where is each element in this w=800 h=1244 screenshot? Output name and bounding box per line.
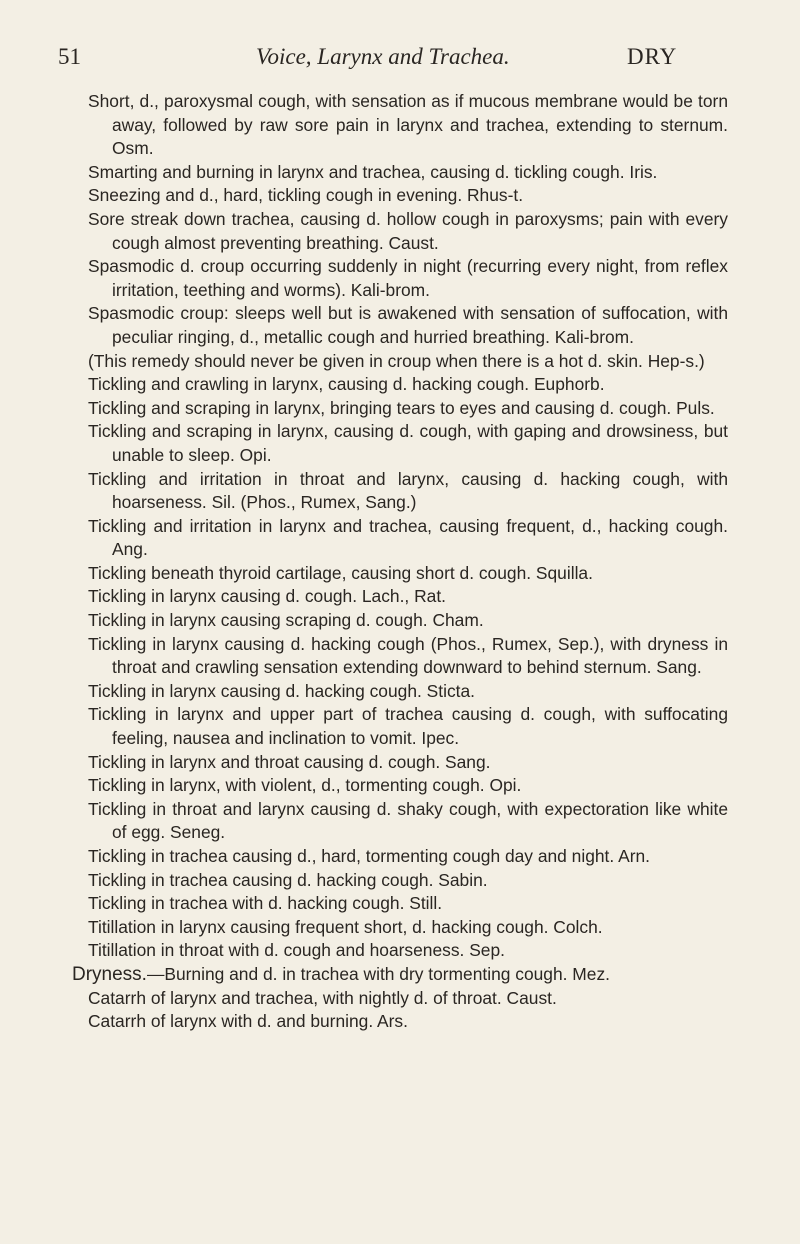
page-body — [72, 90, 728, 1034]
entry: Sore streak down trachea, causing d. hollow cough in paroxysms; pain with every cough almost preventing breathing. Caust. — [88, 208, 728, 253]
dryness-heading: Dryness. — [72, 963, 147, 985]
entry: Tickling in larynx and upper part of trachea causing d. cough, with suffocating feeling, nausea and inclination to vomit. Ipec. — [88, 704, 728, 749]
dryness-heading-entry — [72, 963, 728, 987]
entry: Titillation in larynx causing frequent short, d. hacking cough. Colch. — [88, 916, 603, 937]
entry: Tickling in larynx causing d. hacking cough. Sticta. — [88, 680, 475, 701]
entry: Tickling in throat and larynx causing d. shaky cough, with expectoration like white of egg. Seneg. — [88, 798, 728, 843]
entry: Spasmodic croup: sleeps well but is awakened with sensation of suffocation, with peculiar ringing, d., metallic cough and hurried breathing. Kali-brom. — [88, 303, 728, 347]
entry: Catarrh of larynx and trachea, with nightly d. of throat. Caust. — [88, 987, 557, 1008]
entry: Tickling and irritation in throat and larynx, causing d. hacking cough, with hoarseness. Sil. (Phos., Rumex, Sang.) — [88, 468, 728, 513]
page-number: 51 — [58, 44, 81, 69]
entry: Smarting and burning in larynx and trachea, causing d. tickling cough. Iris. — [88, 161, 658, 182]
entry: (This remedy should never be given in croup when there is a hot d. skin. Hep-s.) — [88, 350, 705, 371]
entry: Tickling and scraping in larynx, causing d. cough, with gaping and drowsiness, but unable to sleep. Opi. — [88, 421, 728, 465]
entry: Catarrh of larynx with d. and burning. Ars. — [88, 1011, 408, 1032]
entry: Tickling and irritation in larynx and trachea, causing frequent, d., hacking cough. Ang. — [88, 515, 728, 560]
entry: Tickling in larynx causing d. cough. Lach., Rat. — [88, 586, 446, 607]
entry: Tickling beneath thyroid cartilage, causing short d. cough. Squilla. — [88, 562, 593, 583]
entry: Tickling in trachea causing d., hard, tormenting cough day and night. Arn. — [88, 846, 650, 866]
entry: Tickling in larynx and throat causing d. cough. Sang. — [88, 751, 491, 772]
entry: Sneezing and d., hard, tickling cough in evening. Rhus-t. — [88, 185, 524, 206]
entry: Tickling in larynx causing scraping d. cough. Cham. — [88, 610, 484, 631]
entry: Titillation in throat with d. cough and hoarseness. Sep. — [88, 940, 505, 961]
entry: Tickling and crawling in larynx, causing d. hacking cough. Euphorb. — [88, 374, 605, 395]
entry: Tickling in trachea with d. hacking cough. Still. — [88, 893, 443, 914]
running-header — [0, 0, 800, 69]
entry: Tickling in trachea causing d. hacking cough. Sabin. — [88, 869, 488, 890]
entry: Spasmodic d. croup occurring suddenly in night (recurring every night, from reflex irritation, teething and worms). Kali-brom. — [88, 256, 728, 300]
entry: Tickling in larynx causing d. hacking cough (Phos., Rumex, Sep.), with dryness in throat and crawling sensation extending downward to behind sternum. Sang. — [88, 633, 728, 678]
entry: Short, d., paroxysmal cough, with sensation as if mucous membrane would be torn away, followed by raw sore pain in larynx and trachea, extending to sternum. Osm. — [88, 91, 728, 159]
running-title: Voice, Larynx and Trachea. — [256, 44, 510, 69]
entry: Tickling in larynx, with violent, d., tormenting cough. Opi. — [88, 775, 522, 796]
section-tag: DRY — [627, 44, 678, 69]
entry: Tickling and scraping in larynx, bringing tears to eyes and causing d. cough. Puls. — [88, 397, 715, 418]
dryness-text: —Burning and d. in trachea with dry tormenting cough. Mez. — [146, 963, 610, 984]
